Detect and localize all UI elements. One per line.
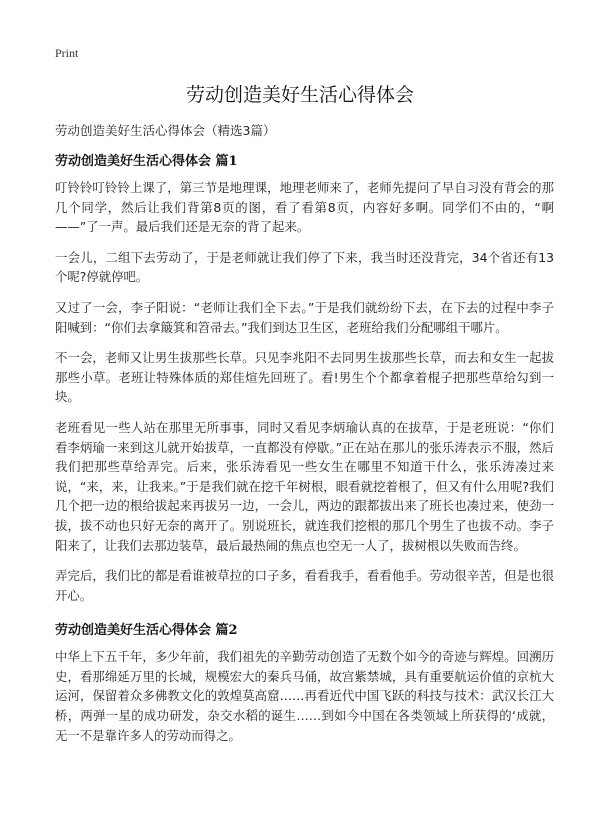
paragraph: 叮铃铃叮铃铃上课了，第三节是地理课，地理老师来了，老师先提问了早自习没有背会的那几个同学，然后让我们背第8页的图，看了看第8页，内容好多啊。同学们不由的，“啊——”了一声。最后我们还是无奈的背了起来。: [55, 180, 554, 235]
paragraph: 不一会，老师又让男生拔那些长草。只见李兆阳不去同男生拔那些长草，而去和女生一起拔那些小草。老班让特殊体质的郑佳煊先回班了。看!男生个个都拿着棍子把那些草给勾到一块。: [55, 350, 554, 405]
section-2: [55, 619, 554, 745]
paragraph: 弄完后，我们比的都是看谁被草拉的口子多，看看我手，看看他手。劳动很辛苦，但是也很开心。: [55, 568, 554, 603]
document-subtitle: 劳动创造美好生活心得体会（精选3篇）: [55, 123, 276, 138]
section-heading: 劳动创造美好生活心得体会 篇2: [55, 623, 238, 639]
paragraph: 中华上下五千年，多少年前，我们祖先的辛勤劳动创造了无数个如今的奇迹与辉煌。回溯历史，看那绵延万里的长城，规模宏大的秦兵马俑，故宫紫禁城，具有重要航运价值的京杭大运河，保留着众多佛教文化的敦煌莫高窟……再看近代中国飞跃的科技与技术：武汉长江大桥，两弹一星的成功研发，杂交水稻的诞生……到如今中国在各类领域上所获得的‘成就，无一不是靠许多人的劳动而得之。: [55, 649, 554, 743]
section-heading: 劳动创造美好生活心得体会 篇1: [55, 154, 238, 169]
document-content: [55, 150, 554, 759]
paragraph: 老班看见一些人站在那里无所事事，同时又看见李炳瑜认真的在拔草，于是老班说：“你们看李炳瑜一来到这儿就开始拔草，一直都没有停歇。”正在站在那儿的张乐涛表示不服，然后我们把那些草给弄完。后来，张乐涛看见一些女生在哪里不知道干什么，张乐涛凑过来说，“来，来，让我来。”于是我们就在挖千年树根，眼看就挖着根了，但又有什么用呢?我们几个把一边的根给拔起来再拔另一边，一会儿，两边的跟都拔出来了班长也凑过来，使劲一拔，拔不动也只好无奈的离开了。别说班长，就连我们挖根的那几个男生了也拔不动。李子阳来了，让我们去那边装草，最后最热闹的焦点也空无一人了，拔树根以失败而告终。: [55, 419, 554, 553]
paragraph: 又过了一会，李子阳说：“老师让我们全下去。”于是我们就纷纷下去，在下去的过程中李子阳喊到：“你们去拿簸箕和笤帚去。”我们到达卫生区，老班给我们分配哪组干哪片。: [55, 299, 554, 335]
print-link[interactable]: Print: [55, 46, 79, 60]
paragraph: 一会儿，二组下去劳动了，于是老师就让我们停了下来，我当时还没背完，34个省还有13个呢?停就停吧。: [55, 249, 554, 285]
page-title: 劳动创造美好生活心得体会: [185, 84, 414, 106]
section-1: [55, 150, 554, 605]
